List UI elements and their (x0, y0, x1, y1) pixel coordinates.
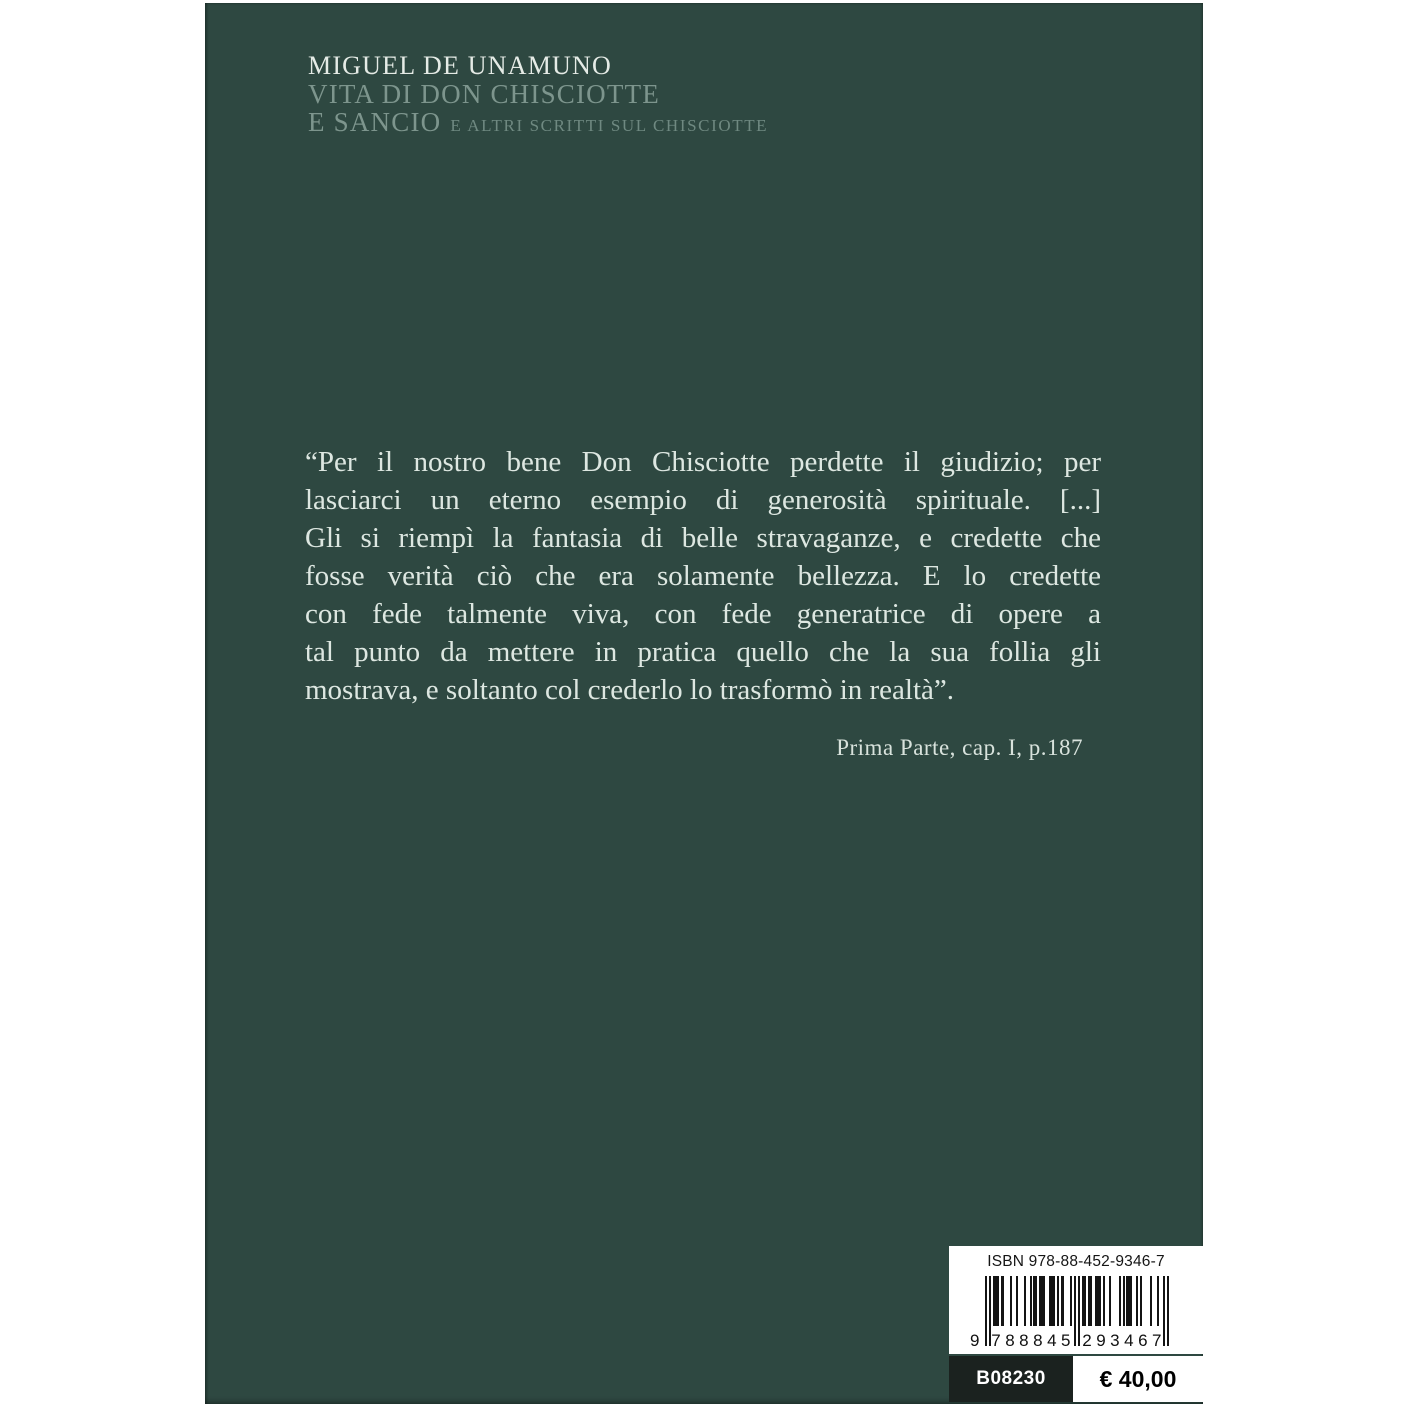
quote-line: tal punto da mettere in pratica quello che la sua follia gli (305, 636, 1101, 668)
barcode-panel (949, 1246, 1203, 1402)
cover-header (308, 51, 768, 140)
ean-digit-group-left: 788845 (991, 1331, 1075, 1350)
quote-line: fosse verità ciò che era solamente bellezza. E lo credette (305, 560, 1101, 592)
back-cover-quote (305, 443, 1101, 709)
price-row (949, 1356, 1203, 1402)
quote-line: mostrava, e soltanto col crederlo lo trasformò in realtà”. (305, 674, 955, 706)
book-title-line-2 (308, 108, 768, 140)
barcode-box (949, 1246, 1203, 1354)
book-title-line-2-text: E SANCIO (308, 107, 442, 137)
barcode-bar (1167, 1276, 1169, 1346)
book-subtitle: E ALTRI SCRITTI SUL CHISCIOTTE (450, 116, 769, 135)
ean-digit-group-right: 293467 (1082, 1331, 1166, 1350)
edition-code: B08230 (949, 1356, 1073, 1402)
ean-digit-lead: 9 (970, 1331, 984, 1350)
book-back-cover (205, 3, 1203, 1404)
isbn-label: ISBN 978-88-452-9346-7 (987, 1253, 1165, 1270)
price-label: € 40,00 (1073, 1356, 1203, 1402)
author-name: MIGUEL DE UNAMUNO (308, 51, 612, 80)
book-title-line-1: VITA DI DON CHISCIOTTE (308, 79, 660, 109)
quote-line: “Per il nostro bene Don Chisciotte perdette il giudizio; per (305, 446, 1101, 478)
quote-line: Gli si riempì la fantasia di belle stravaganze, e credette che (305, 522, 1101, 554)
quote-attribution: Prima Parte, cap. I, p.187 (836, 735, 1083, 760)
quote-line: lasciarci un eterno esempio di generosità spirituale. [...] (305, 484, 1101, 516)
quote-line: con fede talmente viva, con fede generatrice di opere a (305, 598, 1101, 630)
ean-digits (970, 1331, 1166, 1351)
